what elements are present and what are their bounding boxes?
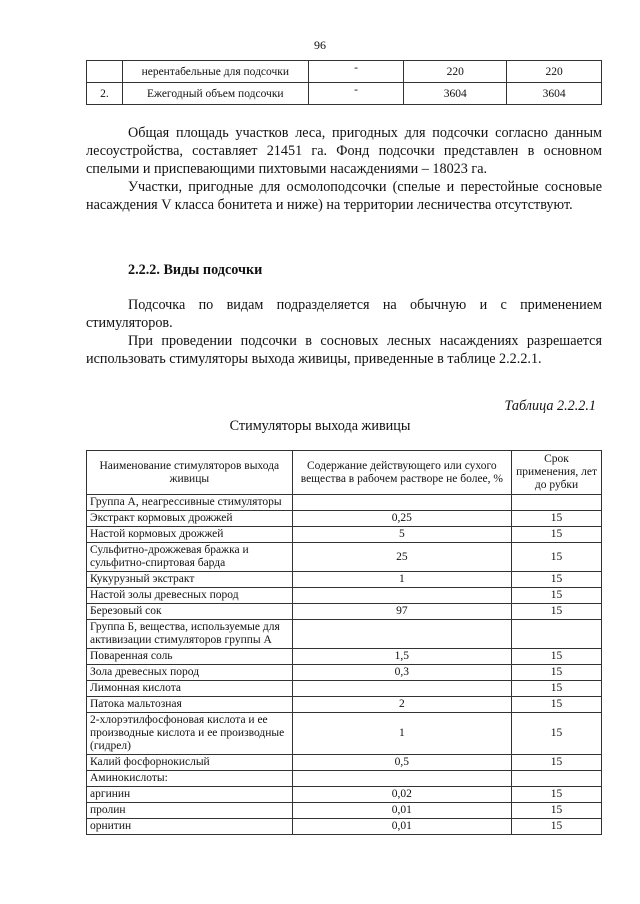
term-cell: 15 [512, 572, 602, 588]
top-table-row [87, 83, 602, 105]
term-cell: 15 [512, 527, 602, 543]
content-cell: 0,01 [292, 819, 511, 835]
content-cell [292, 588, 511, 604]
row-value-cell: 3604 [404, 83, 507, 105]
row-dash-cell: - [308, 83, 404, 105]
stimulators-table-body [87, 495, 602, 835]
term-cell [512, 495, 602, 511]
content-cell: 1 [292, 713, 511, 755]
table-caption: Таблица 2.2.2.1 [504, 398, 596, 414]
stimulator-name-cell: Аминокислоты: [87, 771, 293, 787]
stimulator-name-cell: Группа А, неагрессивные стимуляторы [87, 495, 293, 511]
content-cell [292, 620, 511, 649]
table-header-row [87, 451, 602, 495]
row-number-cell [87, 61, 123, 83]
stimulator-name-cell: Лимонная кислота [87, 681, 293, 697]
stimulator-name-cell: пролин [87, 803, 293, 819]
table-row [87, 620, 602, 649]
row-value-cell: 220 [404, 61, 507, 83]
stimulator-name-cell: Березовый сок [87, 604, 293, 620]
content-cell: 0,5 [292, 755, 511, 771]
row-number-cell: 2. [87, 83, 123, 105]
stimulator-name-cell: Поваренная соль [87, 649, 293, 665]
table-row [87, 681, 602, 697]
row-value-cell: 220 [507, 61, 602, 83]
content-cell [292, 771, 511, 787]
term-cell: 15 [512, 697, 602, 713]
table-row [87, 527, 602, 543]
content-cell: 25 [292, 543, 511, 572]
content-cell: 0,01 [292, 803, 511, 819]
stimulator-name-cell: орнитин [87, 819, 293, 835]
table-row [87, 543, 602, 572]
content-cell: 97 [292, 604, 511, 620]
stimulator-name-cell: Сульфитно-дрожжевая бражка и сульфитно-спиртовая барда [87, 543, 293, 572]
stimulator-name-cell: Кукурузный экстракт [87, 572, 293, 588]
term-cell: 15 [512, 681, 602, 697]
stimulator-name-cell: Калий фосфорнокислый [87, 755, 293, 771]
term-cell: 15 [512, 713, 602, 755]
term-cell: 15 [512, 665, 602, 681]
table-row [87, 819, 602, 835]
term-cell: 15 [512, 803, 602, 819]
paragraph-tapping-types: Подсочка по видам подразделяется на обычную и с применением стимуляторов. [86, 297, 602, 331]
stimulator-name-cell: Патока мальтозная [87, 697, 293, 713]
header-name: Наименование стимуляторов выхода живицы [87, 451, 293, 495]
row-name-cell: Ежегодный объем подсочки [122, 83, 308, 105]
row-name-cell: нерентабельные для подсочки [122, 61, 308, 83]
table-row [87, 511, 602, 527]
term-cell: 15 [512, 511, 602, 527]
table-row [87, 665, 602, 681]
table-row [87, 713, 602, 755]
table-row [87, 588, 602, 604]
term-cell [512, 620, 602, 649]
term-cell: 15 [512, 787, 602, 803]
term-cell [512, 771, 602, 787]
stimulator-name-cell: Группа Б, вещества, используемые для активизации стимуляторов группы А [87, 620, 293, 649]
term-cell: 15 [512, 543, 602, 572]
table-row [87, 572, 602, 588]
table-row [87, 787, 602, 803]
term-cell: 15 [512, 588, 602, 604]
section-heading: 2.2.2. Виды подсочки [128, 262, 263, 278]
table-row [87, 495, 602, 511]
top-table-body [87, 61, 602, 105]
page-number: 96 [314, 38, 326, 52]
content-cell [292, 495, 511, 511]
paragraph-resin-plots: Участки, пригодные для осмолоподсочки (спелые и перестойные сосновые насаждения V класса бонитета и ниже) на территории лесничества отсутствуют. [86, 179, 602, 213]
stimulator-name-cell: Настой золы древесных пород [87, 588, 293, 604]
content-cell: 1,5 [292, 649, 511, 665]
header-term: Срок применения, лет до рубки [512, 451, 602, 495]
paragraph-forest-area: Общая площадь участков леса, пригодных для подсочки согласно данным лесоустройства, составляет 21451 га. Фонд подсочки представлен в основном спелыми и приспевающими пихтовыми насаждениями – 18023 га. [86, 125, 602, 177]
header-content: Содержание действующего или сухого вещества в рабочем растворе не более, % [292, 451, 511, 495]
content-cell: 1 [292, 572, 511, 588]
table-row [87, 697, 602, 713]
top-table-row [87, 61, 602, 83]
stimulator-name-cell: Экстракт кормовых дрожжей [87, 511, 293, 527]
term-cell: 15 [512, 604, 602, 620]
content-cell: 0,02 [292, 787, 511, 803]
stimulator-name-cell: аргинин [87, 787, 293, 803]
content-cell: 5 [292, 527, 511, 543]
table-row [87, 604, 602, 620]
table-row [87, 771, 602, 787]
stimulator-name-cell: 2-хлорэтилфосфоновая кислота и ее производные кислота и ее производные (гидрел) [87, 713, 293, 755]
top-table [86, 60, 602, 105]
term-cell: 15 [512, 819, 602, 835]
table-title: Стимуляторы выхода живицы [229, 418, 411, 434]
stimulator-name-cell: Настой кормовых дрожжей [87, 527, 293, 543]
term-cell: 15 [512, 649, 602, 665]
content-cell: 2 [292, 697, 511, 713]
content-cell: 0,25 [292, 511, 511, 527]
paragraph-stimulators: При проведении подсочки в сосновых лесных насаждениях разрешается использовать стимуляторы выхода живицы, приведенные в таблице 2.2.2.1. [86, 333, 602, 367]
stimulator-name-cell: Зола древесных пород [87, 665, 293, 681]
content-cell: 0,3 [292, 665, 511, 681]
term-cell: 15 [512, 755, 602, 771]
table-row [87, 803, 602, 819]
row-value-cell: 3604 [507, 83, 602, 105]
table-row [87, 649, 602, 665]
table-row [87, 755, 602, 771]
row-dash-cell: - [308, 61, 404, 83]
stimulators-table [86, 450, 602, 835]
content-cell [292, 681, 511, 697]
